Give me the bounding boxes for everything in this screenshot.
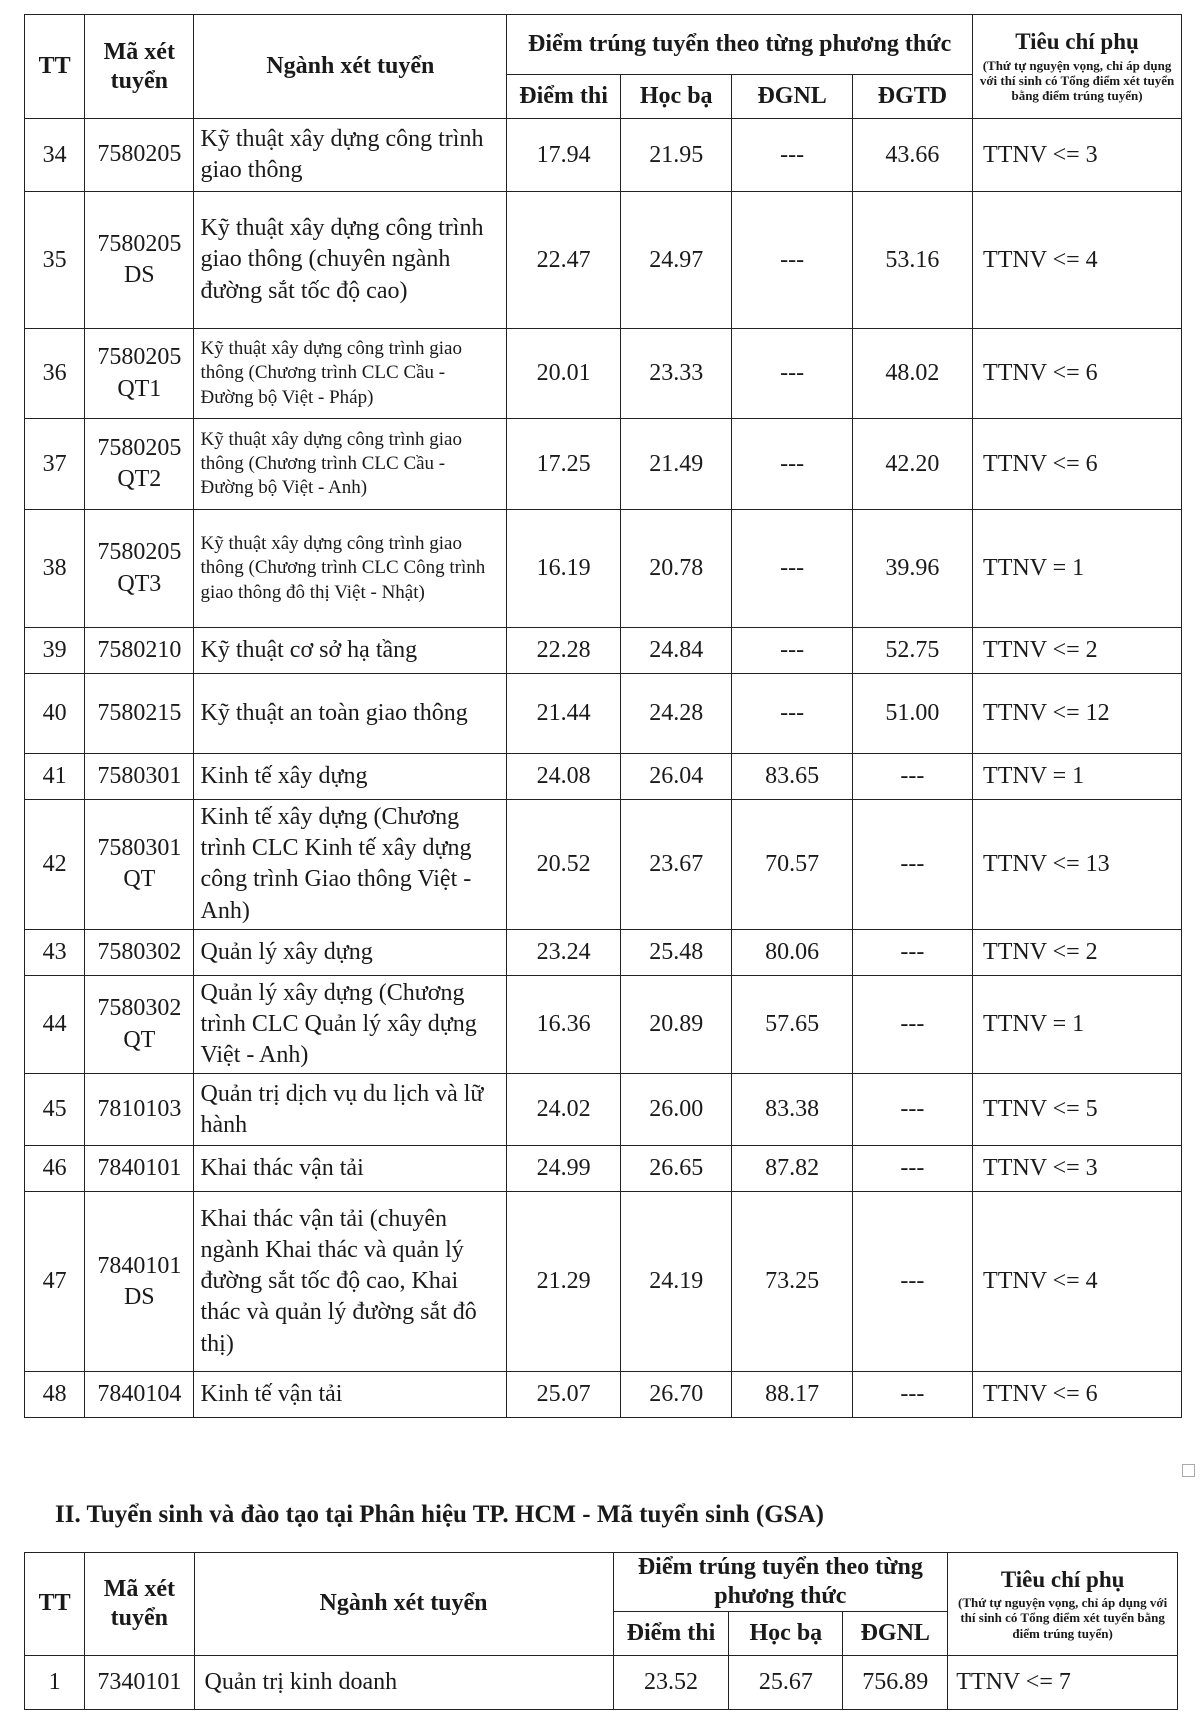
row-hoc-ba: 24.84 xyxy=(620,628,732,674)
t2-header-hoc-ba: Học bạ xyxy=(729,1611,843,1655)
row-tt: 40 xyxy=(25,674,85,754)
row-tt: 35 xyxy=(25,192,85,329)
table-row xyxy=(25,975,1182,1074)
row-diem-thi: 22.47 xyxy=(507,192,621,329)
row-hoc-ba: 23.33 xyxy=(620,329,732,419)
row-dgtd: --- xyxy=(852,1372,972,1418)
table-row xyxy=(25,119,1182,192)
row-hoc-ba: 26.04 xyxy=(620,754,732,800)
row-major: Kinh tế xây dựng (Chương trình CLC Kinh tế xây dựng công trình Giao thông Việt - Anh) xyxy=(194,800,507,930)
row-dgtd: 48.02 xyxy=(852,329,972,419)
row-code: 7580205 xyxy=(85,119,194,192)
header-dgtd: ĐGTD xyxy=(852,75,972,119)
table-row xyxy=(25,800,1182,930)
row-code: 7810103 xyxy=(85,1074,194,1146)
row-code: 7580205 QT3 xyxy=(85,510,194,628)
row-criteria: TTNV <= 2 xyxy=(973,628,1182,674)
row-diem-thi: 21.29 xyxy=(507,1192,621,1372)
t2-header-dgnl: ĐGNL xyxy=(843,1611,948,1655)
row-dgtd: --- xyxy=(852,754,972,800)
row-hoc-ba: 24.28 xyxy=(620,674,732,754)
header-dgnl: ĐGNL xyxy=(732,75,852,119)
row-tt: 44 xyxy=(25,975,85,1074)
row-major: Quản trị kinh doanh xyxy=(194,1655,613,1709)
row-code: 7840101 xyxy=(85,1146,194,1192)
header-criteria-title: Tiêu chí phụ xyxy=(1015,29,1139,55)
row-dgnl: 87.82 xyxy=(732,1146,852,1192)
row-tt: 41 xyxy=(25,754,85,800)
row-diem-thi: 25.07 xyxy=(507,1372,621,1418)
row-major: Kỹ thuật xây dựng công trình giao thông xyxy=(194,119,507,192)
row-hoc-ba: 26.00 xyxy=(620,1074,732,1146)
row-criteria: TTNV <= 5 xyxy=(973,1074,1182,1146)
row-diem-thi: 21.44 xyxy=(507,674,621,754)
row-dgtd: --- xyxy=(852,800,972,930)
row-diem-thi: 17.25 xyxy=(507,419,621,510)
row-tt: 42 xyxy=(25,800,85,930)
row-dgnl: --- xyxy=(732,119,852,192)
row-dgnl: 88.17 xyxy=(732,1372,852,1418)
row-hoc-ba: 21.49 xyxy=(620,419,732,510)
row-criteria: TTNV <= 6 xyxy=(973,419,1182,510)
row-code: 7580301 xyxy=(85,754,194,800)
row-criteria: TTNV = 1 xyxy=(973,975,1182,1074)
row-dgtd: --- xyxy=(852,1192,972,1372)
row-code: 7580302 QT xyxy=(85,975,194,1074)
row-criteria: TTNV <= 3 xyxy=(973,119,1182,192)
header-criteria-note: (Thứ tự nguyện vọng, chỉ áp dụng với thí sinh có Tổng điểm xét tuyển bằng điểm trúng tuyển) xyxy=(979,57,1175,104)
table-row xyxy=(25,329,1182,419)
row-hoc-ba: 25.67 xyxy=(729,1655,843,1709)
row-dgtd: --- xyxy=(852,929,972,975)
row-criteria: TTNV = 1 xyxy=(973,754,1182,800)
table-row xyxy=(25,1146,1182,1192)
row-dgnl: --- xyxy=(732,674,852,754)
row-major: Kỹ thuật cơ sở hạ tầng xyxy=(194,628,507,674)
row-code: 7340101 xyxy=(85,1655,194,1709)
row-tt: 45 xyxy=(25,1074,85,1146)
row-dgnl: 83.65 xyxy=(732,754,852,800)
header-hoc-ba: Học bạ xyxy=(620,75,732,119)
row-hoc-ba: 24.19 xyxy=(620,1192,732,1372)
row-diem-thi: 24.08 xyxy=(507,754,621,800)
table-row xyxy=(25,1074,1182,1146)
header-scores-group: Điểm trúng tuyển theo từng phương thức xyxy=(507,15,973,75)
row-diem-thi: 23.52 xyxy=(613,1655,729,1709)
row-diem-thi: 22.28 xyxy=(507,628,621,674)
row-criteria: TTNV <= 6 xyxy=(973,329,1182,419)
t2-header-major: Ngành xét tuyển xyxy=(194,1553,613,1656)
row-code: 7840104 xyxy=(85,1372,194,1418)
t2-header-criteria-note: (Thứ tự nguyện vọng, chỉ áp dụng với thí sinh có Tổng điểm xét tuyển bằng điểm trúng tuyển) xyxy=(958,1595,1168,1641)
row-major: Kỹ thuật xây dựng công trình giao thông (Chương trình CLC Cầu - Đường bộ Việt - Pháp) xyxy=(194,329,507,419)
row-dgnl: 57.65 xyxy=(732,975,852,1074)
table-row xyxy=(25,1192,1182,1372)
table-row xyxy=(25,929,1182,975)
cell-marker xyxy=(1182,1464,1195,1477)
t2-header-criteria xyxy=(948,1553,1178,1656)
row-major: Kỹ thuật xây dựng công trình giao thông (chuyên ngành đường sắt tốc độ cao) xyxy=(194,192,507,329)
row-major: Kinh tế xây dựng xyxy=(194,754,507,800)
table-row xyxy=(25,419,1182,510)
t2-header-code: Mã xét tuyển xyxy=(85,1553,194,1656)
gsa-admission-scores-table xyxy=(24,1552,1178,1710)
row-tt: 1 xyxy=(25,1655,85,1709)
row-code: 7580205 QT1 xyxy=(85,329,194,419)
row-criteria: TTNV <= 4 xyxy=(973,1192,1182,1372)
row-dgtd: --- xyxy=(852,975,972,1074)
row-tt: 36 xyxy=(25,329,85,419)
row-dgtd: 43.66 xyxy=(852,119,972,192)
row-hoc-ba: 20.89 xyxy=(620,975,732,1074)
row-hoc-ba: 24.97 xyxy=(620,192,732,329)
row-dgtd: 51.00 xyxy=(852,674,972,754)
row-criteria: TTNV <= 3 xyxy=(973,1146,1182,1192)
row-criteria: TTNV <= 7 xyxy=(948,1655,1178,1709)
table-row xyxy=(25,674,1182,754)
table-row xyxy=(25,510,1182,628)
row-hoc-ba: 26.70 xyxy=(620,1372,732,1418)
row-dgtd: --- xyxy=(852,1146,972,1192)
header-criteria xyxy=(973,15,1182,119)
row-major: Quản lý xây dựng (Chương trình CLC Quản lý xây dựng Việt - Anh) xyxy=(194,975,507,1074)
row-dgnl: --- xyxy=(732,419,852,510)
row-major: Kỹ thuật an toàn giao thông xyxy=(194,674,507,754)
admission-scores-table xyxy=(24,14,1182,1418)
row-major: Khai thác vận tải xyxy=(194,1146,507,1192)
row-dgnl: --- xyxy=(732,192,852,329)
header-tt: TT xyxy=(25,15,85,119)
row-dgnl: --- xyxy=(732,628,852,674)
row-tt: 37 xyxy=(25,419,85,510)
row-criteria: TTNV <= 12 xyxy=(973,674,1182,754)
row-hoc-ba: 21.95 xyxy=(620,119,732,192)
row-diem-thi: 23.24 xyxy=(507,929,621,975)
row-dgnl: 756.89 xyxy=(843,1655,948,1709)
row-dgtd: --- xyxy=(852,1074,972,1146)
row-criteria: TTNV <= 13 xyxy=(973,800,1182,930)
row-tt: 39 xyxy=(25,628,85,674)
row-code: 7580301 QT xyxy=(85,800,194,930)
header-major: Ngành xét tuyển xyxy=(194,15,507,119)
row-hoc-ba: 20.78 xyxy=(620,510,732,628)
row-criteria: TTNV <= 6 xyxy=(973,1372,1182,1418)
t2-header-criteria-title: Tiêu chí phụ xyxy=(1000,1566,1125,1592)
row-criteria: TTNV <= 4 xyxy=(973,192,1182,329)
table-row xyxy=(25,192,1182,329)
row-major: Quản lý xây dựng xyxy=(194,929,507,975)
row-dgnl: 70.57 xyxy=(732,800,852,930)
row-code: 7580205 QT2 xyxy=(85,419,194,510)
table-row xyxy=(25,1655,1178,1709)
row-dgnl: 80.06 xyxy=(732,929,852,975)
row-diem-thi: 17.94 xyxy=(507,119,621,192)
row-major: Kỹ thuật xây dựng công trình giao thông (Chương trình CLC Cầu - Đường bộ Việt - Anh) xyxy=(194,419,507,510)
row-code: 7840101 DS xyxy=(85,1192,194,1372)
row-major: Kinh tế vận tải xyxy=(194,1372,507,1418)
t2-header-tt: TT xyxy=(25,1553,85,1656)
row-code: 7580215 xyxy=(85,674,194,754)
row-tt: 48 xyxy=(25,1372,85,1418)
row-hoc-ba: 25.48 xyxy=(620,929,732,975)
t2-header-scores-group: Điểm trúng tuyển theo từng phương thức xyxy=(613,1553,948,1612)
row-code: 7580302 xyxy=(85,929,194,975)
row-diem-thi: 20.52 xyxy=(507,800,621,930)
row-tt: 47 xyxy=(25,1192,85,1372)
row-dgtd: 42.20 xyxy=(852,419,972,510)
row-tt: 34 xyxy=(25,119,85,192)
row-diem-thi: 20.01 xyxy=(507,329,621,419)
row-major: Khai thác vận tải (chuyên ngành Khai thác và quản lý đường sắt tốc độ cao, Khai thác và quản lý đường sắt đô thị) xyxy=(194,1192,507,1372)
row-dgnl: 83.38 xyxy=(732,1074,852,1146)
row-code: 7580210 xyxy=(85,628,194,674)
table-row xyxy=(25,1372,1182,1418)
row-diem-thi: 16.36 xyxy=(507,975,621,1074)
row-diem-thi: 24.99 xyxy=(507,1146,621,1192)
row-diem-thi: 16.19 xyxy=(507,510,621,628)
row-hoc-ba: 26.65 xyxy=(620,1146,732,1192)
row-code: 7580205 DS xyxy=(85,192,194,329)
row-dgtd: 53.16 xyxy=(852,192,972,329)
row-criteria: TTNV = 1 xyxy=(973,510,1182,628)
table-row xyxy=(25,754,1182,800)
row-diem-thi: 24.02 xyxy=(507,1074,621,1146)
row-criteria: TTNV <= 2 xyxy=(973,929,1182,975)
table-row xyxy=(25,628,1182,674)
row-dgnl: 73.25 xyxy=(732,1192,852,1372)
header-diem-thi: Điểm thi xyxy=(507,75,621,119)
row-hoc-ba: 23.67 xyxy=(620,800,732,930)
row-dgtd: 52.75 xyxy=(852,628,972,674)
section-2-title: II. Tuyển sinh và đào tạo tại Phân hiệu TP. HCM - Mã tuyển sinh (GSA) xyxy=(55,1501,824,1528)
row-dgnl: --- xyxy=(732,510,852,628)
row-major: Quản trị dịch vụ du lịch và lữ hành xyxy=(194,1074,507,1146)
row-dgnl: --- xyxy=(732,329,852,419)
row-tt: 43 xyxy=(25,929,85,975)
header-code: Mã xét tuyển xyxy=(85,15,194,119)
row-major: Kỹ thuật xây dựng công trình giao thông (Chương trình CLC Công trình giao thông đô thị Việt - Nhật) xyxy=(194,510,507,628)
t2-header-diem-thi: Điểm thi xyxy=(613,1611,729,1655)
row-dgtd: 39.96 xyxy=(852,510,972,628)
row-tt: 38 xyxy=(25,510,85,628)
row-tt: 46 xyxy=(25,1146,85,1192)
